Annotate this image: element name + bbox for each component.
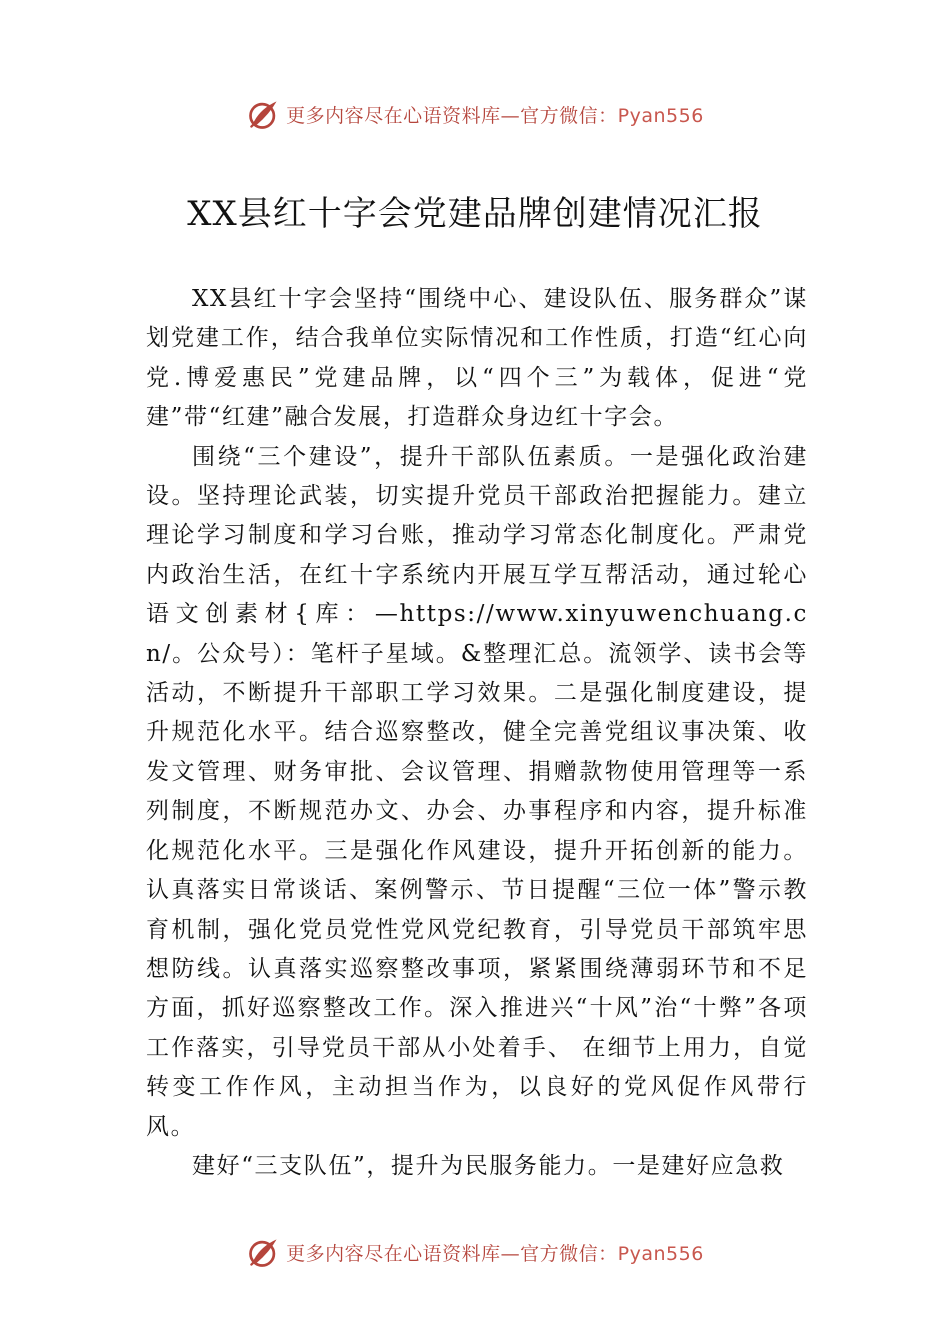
footer-banner: [0, 1232, 950, 1272]
paragraph-three-teams: 建好“三支队伍”，提升为民服务能力。一是建好应急救: [192, 1152, 785, 1179]
document-title: XX县红十字会党建品牌创建情况汇报: [187, 194, 763, 234]
banner-text: 更多内容尽在心语资料库—官方微信：Pyan556: [286, 1242, 704, 1265]
wechat-id: Pyan556: [617, 104, 704, 127]
wechat-id: Pyan556: [617, 1242, 704, 1265]
paragraph-three-constructions: 围绕“三个建设”，提升干部队伍素质。一是强化政治建设。坚持理论武装，切实提升党员干部政治把握能力。建立理论学习制度和学习台账，推动学习常态化制度化。严肃党内政治生活，在红十字系统内开展互学互帮活动，通过轮心语文创素材{库：—https://www.xinyuwenchuang.cn/。公众号）：笔杆子星域。&整理汇总。流领学、读书会等活动，不断提升干部职工学习效果。二是强化制度建设，提升规范化水平。结合巡察整改，健全完善党组议事决策、收发文管理、财务审批、会议管理、捐赠款物使用管理等一系列制度，不断规范办文、办会、办事程序和内容，提升标准化规范化水平。三是强化作风建设，提升开拓创新的能力。认真落实日常谈话、案例警示、节日提醒“三位一体”警示教育机制，强化党员党性党风党纪教育，引导党员干部筑牢思想防线。认真落实巡察整改事项，紧紧围绕薄弱环节和不足方面，抓好巡察整改工作。深入推进兴“十风”治“十弊”各项工作落实，引导党员干部从小处着手、 在细节上用力，自觉转变工作作风，主动担当作为，以良好的党风促作风带行风。: [146, 443, 808, 1140]
pen-logo-icon: [246, 1234, 282, 1270]
document-body: [146, 280, 808, 1186]
banner-text: 更多内容尽在心语资料库—官方微信：Pyan556: [286, 104, 704, 127]
header-banner: [0, 94, 950, 134]
pen-logo-icon: [246, 96, 282, 132]
paragraph-intro: XX县红十字会坚持“围绕中心、建设队伍、服务群众”谋划党建工作，结合我单位实际情况和工作性质，打造“红心向党.博爱惠民”党建品牌，以“四个三”为载体，促进“党建”带“红建”融合发展，打造群众身边红十字会。: [146, 286, 808, 431]
